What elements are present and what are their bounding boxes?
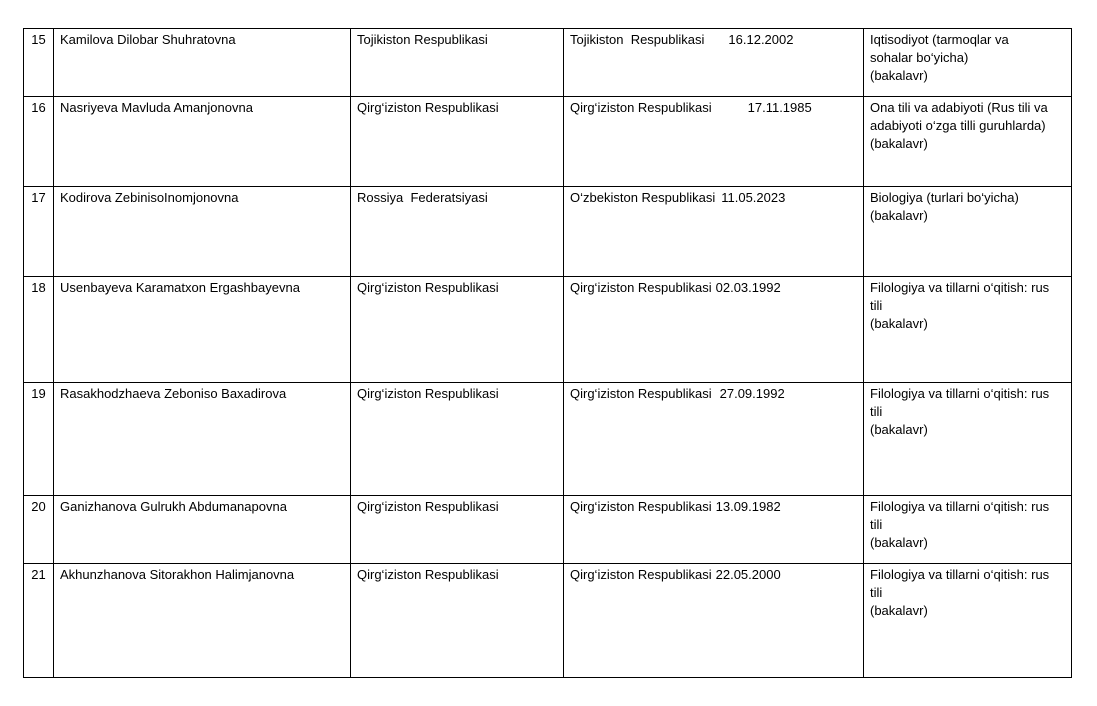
date: 13.09.1982 xyxy=(715,499,781,514)
specialty xyxy=(864,29,1072,97)
specialty xyxy=(864,97,1072,187)
specialty-line: (bakalavr) xyxy=(870,535,928,550)
table-row xyxy=(24,29,1072,97)
row-number: 15 xyxy=(24,29,54,97)
specialty-line: Filologiya va tillarni o‘qitish: rus xyxy=(870,280,1050,295)
specialty-line: Filologiya va tillarni o‘qitish: rus xyxy=(870,386,1050,401)
full-name: Kodirova ZebinisoInomjonovna xyxy=(54,187,351,277)
date: 02.03.1992 xyxy=(715,280,781,295)
specialty xyxy=(864,383,1072,496)
previous-country: Qirg‘iziston Respublikasi xyxy=(570,386,712,401)
previous-country-and-date xyxy=(564,29,864,97)
full-name: Ganizhanova Gulrukh Abdumanapovna xyxy=(54,496,351,564)
specialty-line: tili xyxy=(870,404,883,419)
table-row xyxy=(24,383,1072,496)
specialty xyxy=(864,187,1072,277)
specialty-line: (bakalavr) xyxy=(870,422,928,437)
previous-country-and-date xyxy=(564,564,864,678)
citizenship: Qirg‘iziston Respublikasi xyxy=(351,383,564,496)
row-number: 20 xyxy=(24,496,54,564)
date: 27.09.1992 xyxy=(719,386,785,401)
specialty-line: (bakalavr) xyxy=(870,603,928,618)
specialty-line: Filologiya va tillarni o‘qitish: rus xyxy=(870,567,1050,582)
citizenship: Tojikiston Respublikasi xyxy=(351,29,564,97)
previous-country-and-date xyxy=(564,97,864,187)
date: 22.05.2000 xyxy=(715,567,781,582)
date: 11.05.2023 xyxy=(721,190,786,205)
specialty xyxy=(864,564,1072,678)
specialty-line: adabiyoti o‘zga tilli guruhlarda) xyxy=(870,118,1046,133)
date: 16.12.2002 xyxy=(728,32,794,47)
previous-country: Tojikiston Respublikasi xyxy=(570,32,705,47)
citizenship: Qirg‘iziston Respublikasi xyxy=(351,277,564,383)
row-number: 21 xyxy=(24,564,54,678)
specialty xyxy=(864,496,1072,564)
row-number: 18 xyxy=(24,277,54,383)
citizenship: Rossiya Federatsiyasi xyxy=(351,187,564,277)
citizenship: Qirg‘iziston Respublikasi xyxy=(351,564,564,678)
specialty-line: (bakalavr) xyxy=(870,316,928,331)
specialty-line: (bakalavr) xyxy=(870,68,928,83)
date: 17.11.1985 xyxy=(747,100,812,115)
previous-country: Qirg‘iziston Respublikasi xyxy=(570,280,712,295)
citizenship: Qirg‘iziston Respublikasi xyxy=(351,97,564,187)
table-row xyxy=(24,564,1072,678)
previous-country-and-date xyxy=(564,277,864,383)
specialty-line: tili xyxy=(870,517,883,532)
specialty-line: Ona tili va adabiyoti (Rus tili va xyxy=(870,100,1048,115)
full-name: Nasriyeva Mavluda Amanjonovna xyxy=(54,97,351,187)
registry-table xyxy=(23,28,1072,678)
specialty-line: Iqtisodiyot (tarmoqlar va xyxy=(870,32,1009,47)
previous-country-and-date xyxy=(564,496,864,564)
full-name: Usenbayeva Karamatxon Ergashbayevna xyxy=(54,277,351,383)
full-name: Akhunzhanova Sitorakhon Halimjanovna xyxy=(54,564,351,678)
full-name: Rasakhodzhaeva Zeboniso Baxadirova xyxy=(54,383,351,496)
row-number: 19 xyxy=(24,383,54,496)
citizenship: Qirg‘iziston Respublikasi xyxy=(351,496,564,564)
table-row xyxy=(24,97,1072,187)
full-name: Kamilova Dilobar Shuhratovna xyxy=(54,29,351,97)
row-number: 16 xyxy=(24,97,54,187)
specialty-line: (bakalavr) xyxy=(870,136,928,151)
row-number: 17 xyxy=(24,187,54,277)
specialty-line: (bakalavr) xyxy=(870,208,928,223)
specialty-line: Biologiya (turlari bo‘yicha) xyxy=(870,190,1019,205)
table-row xyxy=(24,496,1072,564)
specialty-line: tili xyxy=(870,585,883,600)
previous-country: O‘zbekiston Respublikasi xyxy=(570,190,716,205)
previous-country: Qirg‘iziston Respublikasi xyxy=(570,100,712,115)
previous-country: Qirg‘iziston Respublikasi xyxy=(570,499,712,514)
specialty-line: tili xyxy=(870,298,883,313)
specialty-line: Filologiya va tillarni o‘qitish: rus xyxy=(870,499,1050,514)
previous-country-and-date xyxy=(564,187,864,277)
previous-country: Qirg‘iziston Respublikasi xyxy=(570,567,712,582)
specialty xyxy=(864,277,1072,383)
previous-country-and-date xyxy=(564,383,864,496)
table-row xyxy=(24,277,1072,383)
specialty-line: sohalar bo‘yicha) xyxy=(870,50,969,65)
table-row xyxy=(24,187,1072,277)
